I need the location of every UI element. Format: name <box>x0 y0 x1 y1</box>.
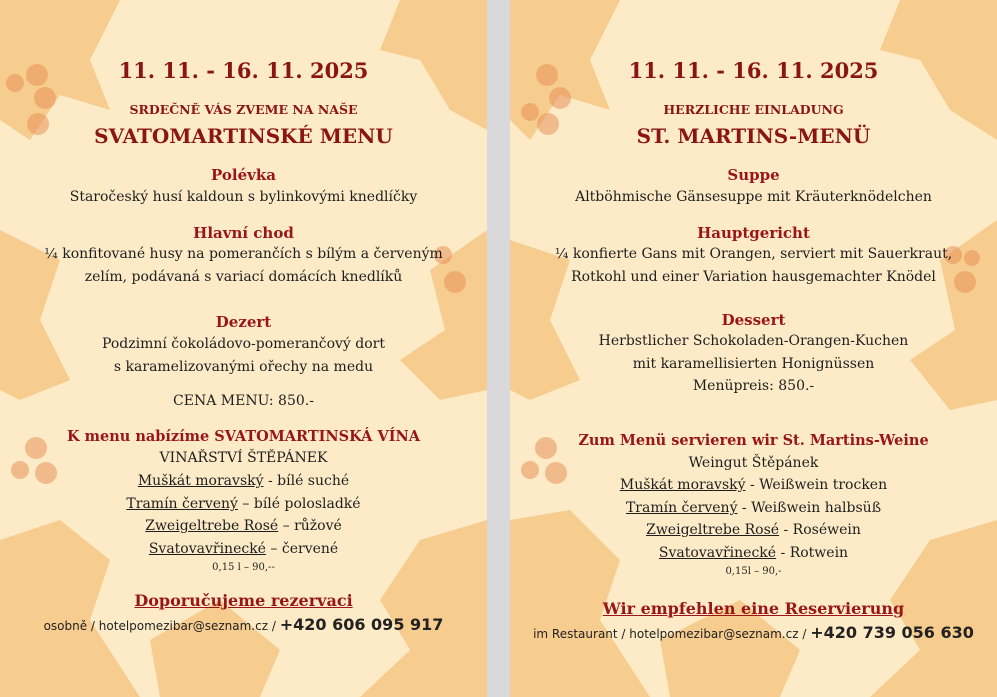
main-course-heading: Hlavní chod <box>193 224 294 242</box>
winery-name: Weingut Štěpánek <box>688 455 819 471</box>
menu-page-czech <box>0 0 487 697</box>
soup-heading: Polévka <box>211 166 276 184</box>
wine-type: – růžové <box>278 518 342 534</box>
contact-line <box>0 615 487 634</box>
wine-type: – červené <box>265 541 339 557</box>
wine-item <box>0 518 487 534</box>
wine-type: - Weißwein halbsüß <box>737 500 882 516</box>
wine-price: 0,15 l – 90,-- <box>212 562 275 573</box>
menu-page-german <box>510 0 997 697</box>
wine-price: 0,15l – 90,- <box>725 566 782 577</box>
reservation-note: Doporučujeme rezervaci <box>134 591 353 610</box>
wine-item <box>0 541 487 557</box>
wine-type: - Roséwein <box>779 522 861 538</box>
wine-name: Zweigeltrebe Rosé <box>646 522 780 538</box>
wine-name: Tramín červený <box>126 496 238 512</box>
menu-title: ST. MARTINS-MENÜ <box>636 124 871 148</box>
wine-type: - Weißwein trocken <box>745 477 888 493</box>
invitation-line: SRDEČNĚ VÁS ZVEME NA NAŠE <box>129 102 358 117</box>
dessert-line-2: s karamelizovanými ořechy na medu <box>113 359 374 375</box>
main-course-heading: Hauptgericht <box>697 224 810 242</box>
soup-description: Staročeský husí kaldoun s bylinkovými knedlíčky <box>69 189 418 205</box>
wine-type: – bílé polosladké <box>237 496 361 512</box>
czech-menu-content <box>0 0 487 697</box>
contact-text: im Restaurant / hotelpomezibar@seznam.cz / <box>533 627 811 641</box>
wine-name: Tramín červený <box>625 500 738 516</box>
dessert-heading: Dezert <box>215 313 272 331</box>
contact-line <box>510 623 997 642</box>
reservation-note: Wir empfehlen eine Reservierung <box>602 599 905 618</box>
soup-description: Altböhmische Gänsesuppe mit Kräuterknödelchen <box>575 189 932 205</box>
wine-name: Svatovavřinecké <box>658 545 777 561</box>
dessert-heading: Dessert <box>721 311 786 329</box>
phone-number: +420 739 056 630 <box>810 623 974 642</box>
contact-text: osobně / hotelpomezibar@seznam.cz / <box>43 619 280 633</box>
main-course-line-2: zelím, podávaná s variací domácích knedlíků <box>84 269 403 285</box>
event-date: 11. 11. - 16. 11. 2025 <box>118 58 369 83</box>
wine-name: Muškát moravský <box>137 473 264 489</box>
german-menu-content <box>510 0 997 697</box>
menu-price: CENA MENU: 850.- <box>173 393 314 409</box>
wine-item <box>0 473 487 489</box>
menu-price: Menüpreis: 850.- <box>692 378 815 394</box>
winery-name: VINAŘSTVÍ ŠTĚPÁNEK <box>159 450 328 466</box>
dessert-line-1: Herbstlicher Schokoladen-Orangen-Kuchen <box>598 333 909 349</box>
dessert-line-1: Podzimní čokoládovo-pomerančový dort <box>101 336 386 352</box>
dessert-line-2: mit karamellisierten Honignüssen <box>632 356 875 372</box>
menu-title: SVATOMARTINSKÉ MENU <box>94 124 393 148</box>
wine-heading: K menu nabízíme SVATOMARTINSKÁ VÍNA <box>66 428 420 445</box>
page-gap <box>487 0 510 697</box>
wine-item <box>0 496 487 512</box>
phone-number: +420 606 095 917 <box>279 615 444 634</box>
wine-name: Svatovavřinecké <box>148 541 266 557</box>
wine-item <box>510 522 997 538</box>
wine-name: Zweigeltrebe Rosé <box>145 518 279 534</box>
main-course-line-1: ¼ konfitované husy na pomerančích s bílým a červeným <box>44 246 443 262</box>
wine-heading: Zum Menü servieren wir St. Martins-Weine <box>578 432 929 449</box>
wine-type: - bílé suché <box>263 473 350 489</box>
soup-heading: Suppe <box>727 166 780 184</box>
main-course-line-2: Rotkohl und einer Variation hausgemachter Knödel <box>571 269 936 285</box>
main-course-line-1: ¼ konfierte Gans mit Orangen, serviert mit Sauerkraut, <box>554 246 953 262</box>
wine-item <box>510 477 997 493</box>
wine-name: Muškát moravský <box>619 477 746 493</box>
wine-item <box>510 500 997 516</box>
wine-item <box>510 545 997 561</box>
invitation-line: HERZLICHE EINLADUNG <box>663 102 844 117</box>
wine-type: - Rotwein <box>776 545 849 561</box>
event-date: 11. 11. - 16. 11. 2025 <box>628 58 879 83</box>
